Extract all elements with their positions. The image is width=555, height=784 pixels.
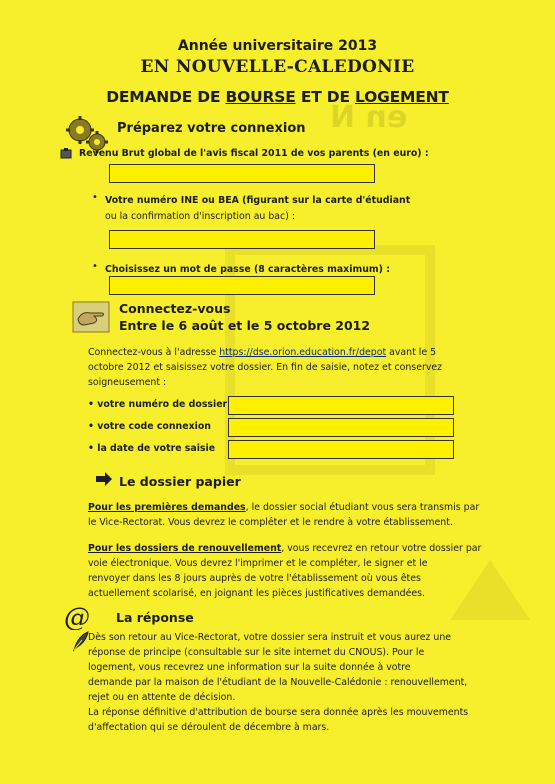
income-label: Revenu Brut global de l'avis fiscal 2011 de vos parents (en euro) :	[79, 148, 429, 159]
renewal-line4: actuellement scolarisé, en joignant les pièces justificatives demandées.	[88, 588, 426, 599]
school-year-heading: Année universitaire 2013	[177, 38, 378, 54]
ine-label: Votre numéro INE ou BEA (figurant sur la carte d'étudiant	[105, 195, 411, 206]
connect-paragraph-line2: octobre 2012 et saisissez votre dossier. En fin de saisie, notez et conservez	[88, 362, 443, 373]
renewal-line2: voie électronique. Vous devrez l'imprimer et le compléter, le signer et le	[88, 558, 428, 569]
depot-url-link[interactable]: https://dse.orion.education.fr/depot	[219, 347, 387, 358]
connection-code-label: • votre code connexion	[88, 421, 211, 432]
ine-label-2: ou la confirmation d'inscription au bac) :	[105, 211, 296, 222]
answer-line3: logement, vous recevrez une information sur la suite donnée à votre	[88, 662, 411, 673]
show-through-triangle	[450, 560, 530, 620]
password-field[interactable]	[109, 276, 375, 295]
ine-field[interactable]	[109, 230, 375, 249]
renewal-line1: Pour les dossiers de renouvellement, vous recevrez en retour votre dossier par	[88, 543, 482, 554]
answer-line2: réponse de principe (consultable sur le site internet du CNOUS). Pour le	[88, 647, 425, 658]
answer-line6: La réponse définitive d'attribution de bourse sera donnée après les mouvements	[88, 707, 469, 718]
password-label: Choisissez un mot de passe (8 caractères maximum) :	[105, 264, 390, 275]
pointing-hand-icon	[72, 301, 110, 333]
svg-text:@: @	[64, 603, 90, 630]
bullet-dot: •	[92, 192, 98, 203]
renewal-line3: renvoyer dans les 8 jours auprès de votre l'établissement où vous êtes	[88, 573, 421, 584]
answer-line4: demande par la maison de l'étudiant de la Nouvelle-Calédonie : renouvellement,	[88, 677, 468, 688]
show-through-text: en N	[330, 100, 408, 135]
connection-code-field[interactable]	[228, 418, 454, 437]
first-request-line1: Pour les premières demandes, le dossier social étudiant vous sera transmis par	[88, 502, 480, 513]
at-sign-icon	[62, 602, 96, 630]
answer-line1: Dès son retour au Vice-Rectorat, votre dossier sera instruit et vous aurez une	[88, 632, 452, 643]
dossier-number-label: • votre numéro de dossier	[88, 399, 228, 410]
connect-paragraph-line3: soigneusement :	[88, 377, 167, 388]
section-connect-title: Connectez-vous	[119, 301, 231, 316]
section-paper-title: Le dossier papier	[119, 474, 241, 489]
arrow-icon	[95, 472, 113, 486]
main-title: DEMANDE DE BOURSE ET DE LOGEMENT	[106, 88, 449, 106]
income-field[interactable]	[109, 164, 375, 183]
dossier-number-field[interactable]	[228, 396, 454, 415]
section-prepare-title: Préparez votre connexion	[117, 121, 306, 136]
connect-paragraph-line1: Connectez-vous à l'adresse https://dse.orion.education.fr/depot avant le 5	[88, 347, 437, 358]
bullet-icon	[60, 148, 74, 160]
section-connect-dates: Entre le 6 août et le 5 octobre 2012	[119, 318, 371, 333]
answer-line7: d'affectation qui se déroulent de décembre à mars.	[88, 722, 330, 733]
bullet-dot: •	[92, 261, 98, 272]
entry-date-label: • la date de votre saisie	[88, 443, 216, 454]
first-request-line2: le Vice-Rectorat. Vous devrez le compléter et le rendre à votre établissement.	[88, 517, 453, 528]
answer-line5: rejet ou en attente de décision.	[88, 692, 236, 703]
entry-date-field[interactable]	[228, 440, 454, 459]
location-heading: EN NOUVELLE-CALEDONIE	[140, 57, 415, 77]
section-answer-title: La réponse	[116, 610, 194, 625]
